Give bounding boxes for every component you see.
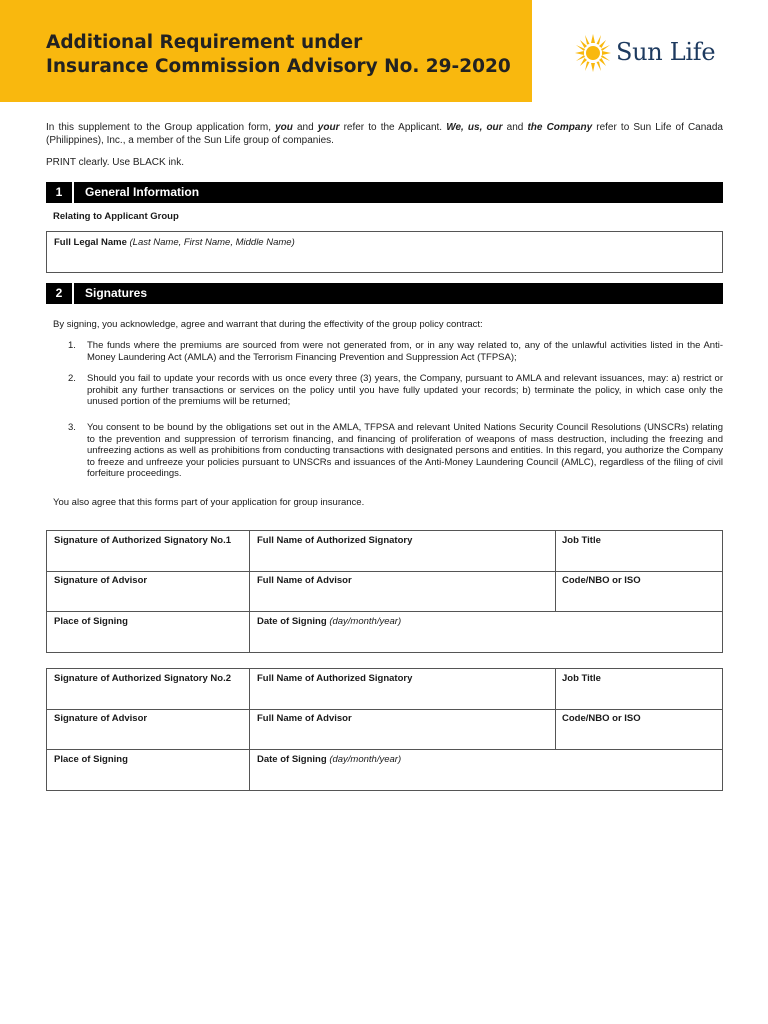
table-divider — [47, 571, 722, 572]
advisor-2-code-field[interactable]: Code/NBO or ISO — [562, 713, 641, 724]
signature-table-1 — [46, 530, 723, 653]
intro-text-5: refer to Sun Life of Canada (Philippines), Inc., a member of the Sun Life group of companies. — [46, 122, 723, 146]
clause-text: The funds where the premiums are sourced from were not generated from, or in any way related to, any of the unlawful activities listed in the Anti-Money Laundering Act (AMLA) and the Terrorism Financing Prevention and Suppression Act (TFPSA); — [87, 340, 723, 363]
table-divider — [555, 669, 556, 749]
title-line-1: Additional Requirement under — [46, 32, 363, 53]
sun-icon — [574, 32, 612, 74]
signature-intro: By signing, you acknowledge, agree and warrant that during the effectivity of the group policy contract: — [53, 319, 483, 330]
section-2-number: 2 — [55, 286, 63, 300]
section-2-title: Signatures — [85, 286, 148, 300]
date-of-signing-2-field[interactable] — [257, 754, 401, 765]
section-divider — [72, 283, 74, 304]
signatory-1-name-field[interactable]: Full Name of Authorized Signatory — [257, 535, 413, 546]
intro-text-1: In this supplement to the Group application form, — [46, 122, 276, 133]
intro-term-we: We, us, our — [446, 122, 503, 133]
logo-text: Sun Life — [616, 38, 716, 66]
title-line-2: Insurance Commission Advisory No. 29-2020 — [46, 56, 511, 77]
place-of-signing-2-field[interactable]: Place of Signing — [54, 754, 128, 765]
section-1-number: 1 — [55, 185, 63, 199]
date-of-signing-2-label: Date of Signing — [257, 754, 327, 765]
section-1-header — [46, 182, 723, 203]
advisor-1-name-field[interactable]: Full Name of Advisor — [257, 575, 352, 586]
intro-paragraph — [46, 122, 723, 147]
full-legal-name-field[interactable] — [46, 231, 723, 273]
full-legal-name-label — [54, 237, 295, 248]
signatory-1-signature-field[interactable]: Signature of Authorized Signatory No.1 — [54, 535, 231, 546]
advisor-1-code-field[interactable]: Code/NBO or ISO — [562, 575, 641, 586]
section-divider — [72, 182, 74, 203]
full-legal-name-label-text: Full Legal Name — [54, 237, 127, 248]
date-of-signing-1-label: Date of Signing — [257, 616, 327, 627]
print-note: PRINT clearly. Use BLACK ink. — [46, 157, 185, 168]
section-2-header — [46, 283, 723, 304]
sun-life-logo — [574, 32, 734, 74]
place-of-signing-1-field[interactable]: Place of Signing — [54, 616, 128, 627]
advisor-2-signature-field[interactable]: Signature of Advisor — [54, 713, 148, 724]
advisor-1-signature-field[interactable]: Signature of Advisor — [54, 575, 148, 586]
table-divider — [47, 611, 722, 612]
signatory-1-job-title-field[interactable]: Job Title — [562, 535, 601, 546]
clause-number: 1. — [68, 340, 76, 351]
table-divider — [249, 669, 250, 790]
signatory-2-name-field[interactable]: Full Name of Authorized Signatory — [257, 673, 413, 684]
signatory-2-job-title-field[interactable]: Job Title — [562, 673, 601, 684]
section-1-title: General Information — [85, 185, 200, 199]
applicant-group-label: Relating to Applicant Group — [53, 211, 179, 222]
advisor-2-name-field[interactable]: Full Name of Advisor — [257, 713, 352, 724]
page-title — [46, 31, 526, 79]
date-format-hint: (day/month/year) — [329, 754, 402, 765]
signature-table-2 — [46, 668, 723, 791]
date-of-signing-1-field[interactable] — [257, 616, 401, 627]
intro-text-4: and — [502, 122, 528, 133]
intro-term-you: you — [275, 122, 293, 133]
table-divider — [47, 709, 722, 710]
intro-text-3: refer to the Applicant. — [339, 122, 447, 133]
intro-term-company: the Company — [527, 122, 593, 133]
full-legal-name-hint: (Last Name, First Name, Middle Name) — [129, 237, 295, 248]
table-divider — [555, 531, 556, 611]
date-format-hint: (day/month/year) — [329, 616, 402, 627]
clause-number: 3. — [68, 422, 76, 433]
clause-number: 2. — [68, 373, 76, 384]
intro-text-2: and — [292, 122, 318, 133]
agreement-statement: You also agree that this forms part of your application for group insurance. — [53, 497, 365, 508]
clause-text: You consent to be bound by the obligations set out in the AMLA, TFPSA and relevant United Nations Security Council Resolutions (UNSCRs) relating to the prevention and suppression of terrorism financing, and financing of proliferation of weapons of mass destruction, including the freezing and unfreezing actions as well as prohibitions from conducting transactions with designated persons and entities. In this regard, you authorize the Company to freeze and unfreeze your policies pursuant to UNSCRs and issuances of the Anti-Money Laundering Council (AMLC), regardless of the filing of civil forfeiture proceedings. — [87, 422, 723, 479]
intro-term-your: your — [317, 122, 340, 133]
table-divider — [47, 749, 722, 750]
signatory-2-signature-field[interactable]: Signature of Authorized Signatory No.2 — [54, 673, 231, 684]
clause-text: Should you fail to update your records with us once every three (3) years, the Company, pursuant to AMLA and relevant issuances, may: a) restrict or prohibit any further transactions or services on the policy until you have fully updated your records; b) terminate the policy, in which case only the unused portion of the premiums will be returned; — [87, 373, 723, 407]
table-divider — [249, 531, 250, 652]
